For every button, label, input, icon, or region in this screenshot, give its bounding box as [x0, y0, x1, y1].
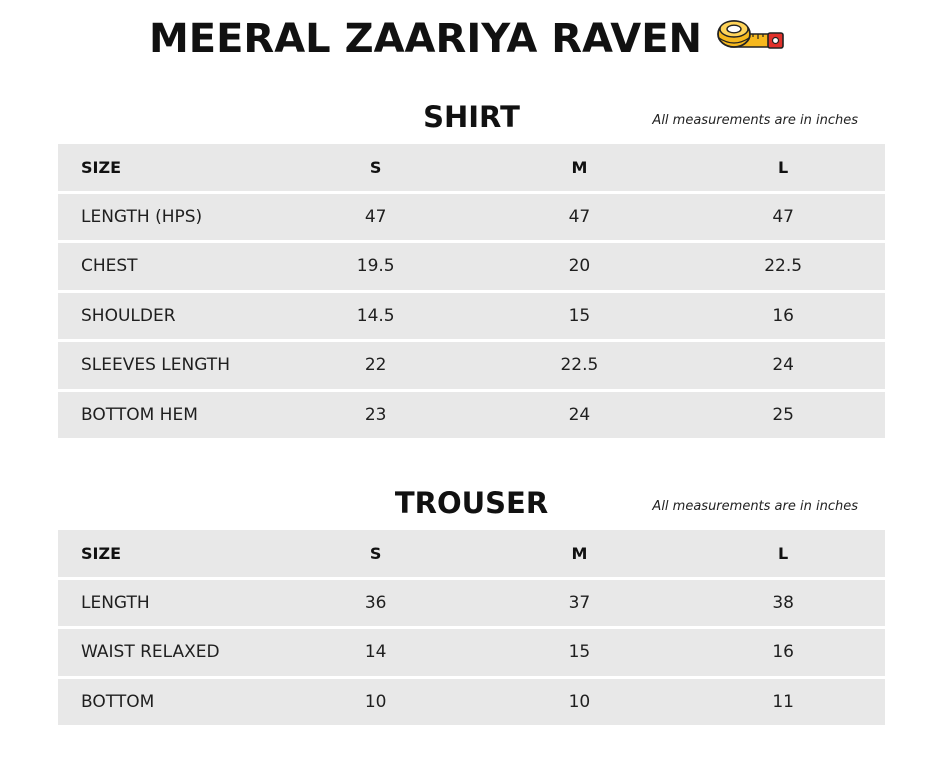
table-cell: 15 — [478, 629, 682, 676]
trouser-size-table — [58, 527, 885, 728]
table-cell: 15 — [478, 293, 682, 340]
table-cell: 37 — [478, 580, 682, 627]
table-cell: 25 — [681, 392, 885, 439]
table-cell: 16 — [681, 629, 885, 676]
table-cell: 24 — [478, 392, 682, 439]
measuring-tape-icon — [716, 18, 786, 57]
table-cell: 47 — [681, 194, 885, 241]
row-label: LENGTH — [58, 580, 274, 627]
header-cell: SIZE — [58, 144, 274, 191]
row-label: SLEEVES LENGTH — [58, 342, 274, 389]
table-cell: 22.5 — [681, 243, 885, 290]
table-cell: 14.5 — [274, 293, 478, 340]
table-cell: 23 — [274, 392, 478, 439]
table-cell: 22 — [274, 342, 478, 389]
table-row — [58, 243, 885, 290]
table-row — [58, 580, 885, 627]
header-cell: S — [274, 144, 478, 191]
table-cell: 10 — [274, 679, 478, 726]
table-cell: 11 — [681, 679, 885, 726]
table-header-row — [58, 530, 885, 577]
header-cell: M — [478, 144, 682, 191]
table-row — [58, 342, 885, 389]
header-cell: S — [274, 530, 478, 577]
table-cell: 38 — [681, 580, 885, 627]
table-cell: 10 — [478, 679, 682, 726]
trouser-section-header — [58, 486, 885, 530]
table-cell: 14 — [274, 629, 478, 676]
row-label: BOTTOM — [58, 679, 274, 726]
row-label: CHEST — [58, 243, 274, 290]
table-row — [58, 392, 885, 439]
table-cell: 16 — [681, 293, 885, 340]
shirt-measurement-note: All measurements are in inches — [652, 113, 858, 128]
header-cell: SIZE — [58, 530, 274, 577]
table-cell: 47 — [274, 194, 478, 241]
shirt-size-table — [58, 141, 885, 441]
table-header-row — [58, 144, 885, 191]
table-row — [58, 194, 885, 241]
row-label: LENGTH (HPS) — [58, 194, 274, 241]
table-cell: 19.5 — [274, 243, 478, 290]
shirt-section — [58, 100, 885, 441]
trouser-measurement-note: All measurements are in inches — [652, 499, 858, 514]
table-cell: 24 — [681, 342, 885, 389]
header-cell: L — [681, 530, 885, 577]
table-row — [58, 629, 885, 676]
row-label: WAIST RELAXED — [58, 629, 274, 676]
header-cell: L — [681, 144, 885, 191]
table-cell: 22.5 — [478, 342, 682, 389]
header-cell: M — [478, 530, 682, 577]
shirt-section-header — [58, 100, 885, 144]
brand-title: MEERAL ZAARIYA RAVEN — [148, 16, 703, 62]
page-title — [0, 16, 935, 62]
table-cell: 20 — [478, 243, 682, 290]
table-row — [58, 679, 885, 726]
row-label: BOTTOM HEM — [58, 392, 274, 439]
table-cell: 47 — [478, 194, 682, 241]
trouser-section-title: TROUSER — [394, 486, 549, 520]
row-label: SHOULDER — [58, 293, 274, 340]
table-row — [58, 293, 885, 340]
shirt-section-title: SHIRT — [423, 100, 520, 134]
table-cell: 36 — [274, 580, 478, 627]
trouser-section — [58, 486, 885, 728]
